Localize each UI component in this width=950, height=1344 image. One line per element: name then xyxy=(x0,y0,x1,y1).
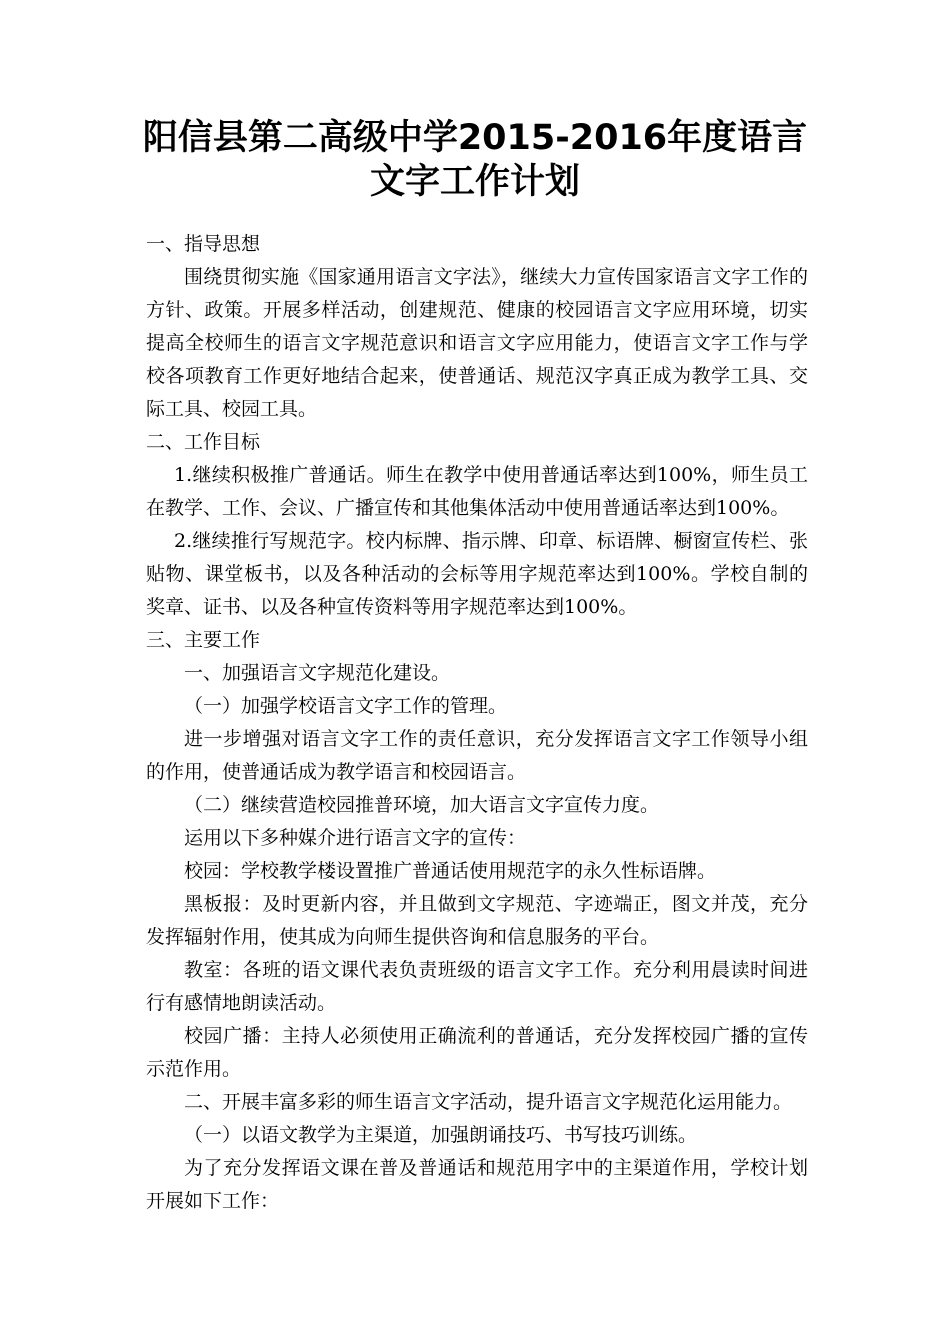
document-title-line-1: 阳信县第二高级中学2015-2016年度语言 xyxy=(142,118,808,158)
main-work-part-2-sub-1-paragraph: 为了充分发挥语文课在普及普通话和规范用字中的主渠道作用，学校计划开展如下工作： xyxy=(146,1157,808,1212)
goal-item-1: 1.继续积极推广普通话。师生在教学中使用普通话率达到100%，师生员工在教学、工作、会议、广播宣传和其他集体活动中使用普通话率达到100%。 xyxy=(146,464,808,519)
media-campus-paragraph: 校园：学校教学楼设置推广普通话使用规范字的永久性标语牌。 xyxy=(184,860,717,882)
document-title-line-2: 文字工作计划 xyxy=(369,162,580,202)
paragraph-guiding-ideology: 围绕贯彻实施《国家通用语言文字法》，继续大力宣传国家语言文字工作的方针、政策。开展多样活动，创建规范、健康的校园语言文字应用环境，切实提高全校师生的语言文字规范意识和语言文字应用能力，使语言文字工作与学校各项教育工作更好地结合起来，使普通话、规范汉字真正成为教学工具、交际工具、校园工具。 xyxy=(146,266,808,420)
main-work-part-1-sub-2: （二）继续营造校园推普环境，加大语言文字宣传力度。 xyxy=(184,794,660,816)
section-heading-work-goals: 二、工作目标 xyxy=(146,431,261,453)
media-intro-paragraph: 运用以下多种媒介进行语言文字的宣传： xyxy=(184,827,527,849)
main-work-part-2: 二、开展丰富多彩的师生语言文字活动，提升语言文字规范化运用能力。 xyxy=(184,1091,793,1113)
document-body xyxy=(146,228,808,1218)
media-blackboard-paragraph: 黑板报：及时更新内容，并且做到文字规范、字迹端正，图文并茂，充分发挥辐射作用，使其成为向师生提供咨询和信息服务的平台。 xyxy=(146,893,808,948)
main-work-part-1: 一、加强语言文字规范化建设。 xyxy=(184,662,451,684)
media-broadcast-paragraph: 校园广播：主持人必须使用正确流利的普通话，充分发挥校园广播的宣传示范作用。 xyxy=(146,1025,808,1080)
media-classroom-paragraph: 教室：各班的语文课代表负责班级的语言文字工作。充分利用晨读时间进行有感情地朗读活动。 xyxy=(146,959,808,1014)
section-heading-main-work: 三、主要工作 xyxy=(146,629,261,651)
main-work-part-1-sub-1-paragraph: 进一步增强对语言文字工作的责任意识，充分发挥语言文字工作领导小组的作用，使普通话成为教学语言和校园语言。 xyxy=(146,728,808,783)
main-work-part-1-sub-1: （一）加强学校语言文字工作的管理。 xyxy=(184,695,508,717)
section-heading-guiding-ideology: 一、指导思想 xyxy=(146,233,261,255)
main-work-part-2-sub-1: （一）以语文教学为主渠道，加强朗诵技巧、书写技巧训练。 xyxy=(184,1124,698,1146)
goal-item-2: 2.继续推行写规范字。校内标牌、指示牌、印章、标语牌、橱窗宣传栏、张贴物、课堂板书，以及各种活动的会标等用字规范率达到100%。学校自制的奖章、证书、以及各种宣传资料等用字规范率达到100%。 xyxy=(146,530,808,618)
